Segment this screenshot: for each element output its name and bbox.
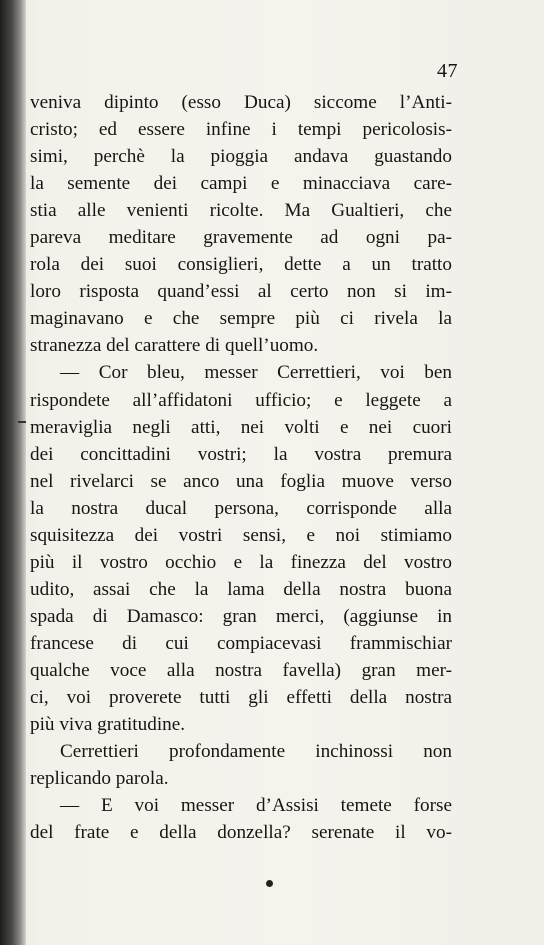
text-line: più il vostro occhio e la finezza del vostro [30, 551, 452, 573]
text-line: simi, perchè la pioggia andava guastando [30, 146, 452, 168]
text-line: ci, voi proverete tutti gli effetti della nostra [30, 687, 452, 709]
printer-mark-dot [266, 880, 273, 887]
text-line: cristo; ed essere infine i tempi pericolosis- [30, 119, 452, 141]
text-line: del frate e della donzella? serenate il vo- [30, 822, 452, 844]
text-line: pareva meditare gravemente ad ogni pa- [30, 227, 452, 249]
margin-mark [18, 421, 26, 423]
text-line: udito, assai che la lama della nostra buona [30, 578, 452, 600]
text-line: Cerrettieri profondamente inchinossi non [60, 741, 452, 763]
text-line: la nostra ducal persona, corrisponde alla [30, 497, 452, 519]
text-line: stia alle venienti ricolte. Ma Gualtieri, che [30, 200, 452, 222]
text-line: — Cor bleu, messer Cerrettieri, voi ben [60, 362, 452, 384]
text-line: maginavano e che sempre più ci rivela la [30, 308, 452, 330]
page-number: 47 [437, 60, 458, 82]
text-line: rispondete all’affidatoni ufficio; e leggete a [30, 389, 452, 411]
text-line: veniva dipinto (esso Duca) siccome l’Anti- [30, 92, 452, 113]
text-line: dei concittadini vostri; la vostra premura [30, 443, 452, 465]
text-line: loro risposta quand’essi al certo non si im- [30, 281, 452, 303]
text-line: stranezza del carattere di quell’uomo. [30, 335, 319, 357]
text-line: meraviglia negli atti, nei volti e nei cuori [30, 416, 452, 438]
text-line: squisitezza dei vostri sensi, e noi stimiamo [30, 524, 452, 546]
text-line: — E voi messer d’Assisi temete forse [60, 795, 452, 817]
text-line: spada di Damasco: gran merci, (aggiunse in [30, 605, 452, 627]
body-text [30, 89, 452, 846]
text-line: replicando parola. [30, 768, 169, 790]
text-line: la semente dei campi e minacciava care- [30, 173, 452, 195]
text-line: rola dei suoi consiglieri, dette a un tratto [30, 254, 452, 276]
book-spine-shadow [0, 0, 26, 945]
text-line: nel rivelarci se anco una foglia muove verso [30, 470, 452, 492]
text-line: più viva gratitudine. [30, 714, 186, 736]
text-line: qualche voce alla nostra favella) gran mer- [30, 659, 452, 681]
text-line: francese di cui compiacevasi frammischiar [30, 632, 452, 654]
